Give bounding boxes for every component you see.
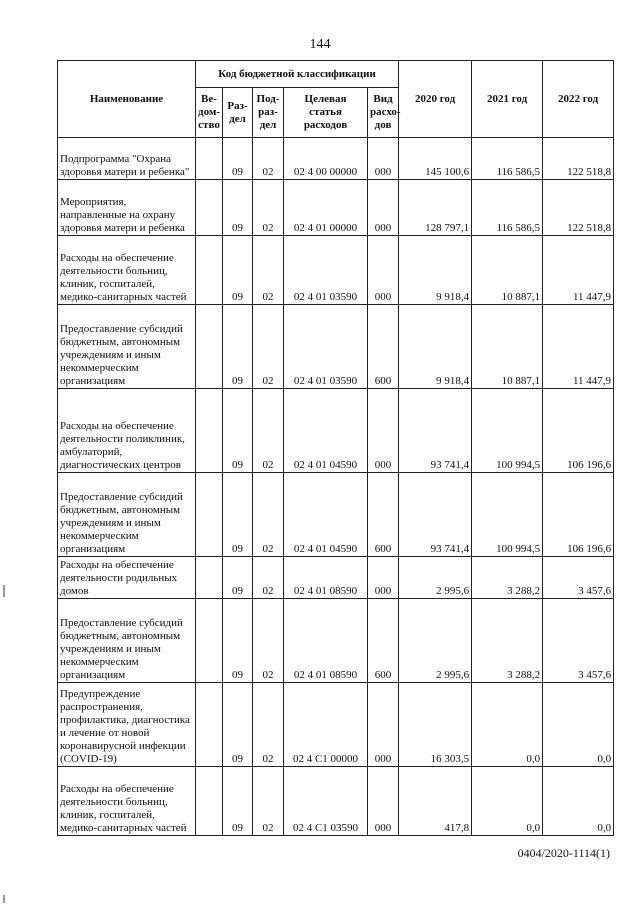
row-2020: 417,8: [399, 767, 472, 836]
row-vedomstvo: [196, 767, 223, 836]
row-2022: 11 447,9: [543, 305, 614, 389]
table-body: [58, 138, 614, 836]
row-podrazdel: 02: [253, 473, 284, 557]
table-row: [58, 599, 614, 683]
table-row: [58, 138, 614, 180]
row-expense-type: 000: [368, 389, 399, 473]
row-vedomstvo: [196, 473, 223, 557]
row-expense-type: 600: [368, 305, 399, 389]
row-target-article: 02 4 01 03590: [284, 305, 368, 389]
row-razdel: 09: [223, 599, 253, 683]
row-2021: 116 586,5: [472, 138, 543, 180]
row-vedomstvo: [196, 557, 223, 599]
row-name: Предоставление субсидий бюджетным, автономным учреждениям и иным некоммерческим организациям: [58, 473, 196, 557]
row-name: Подпрограмма "Охрана здоровья матери и ребенка": [58, 138, 196, 180]
row-razdel: 09: [223, 683, 253, 767]
header-target-article: Целевая статья расходов: [284, 88, 368, 138]
row-razdel: 09: [223, 236, 253, 305]
budget-table: [57, 60, 614, 836]
row-razdel: 09: [223, 180, 253, 236]
row-2021: 100 994,5: [472, 389, 543, 473]
row-podrazdel: 02: [253, 683, 284, 767]
row-target-article: 02 4 00 00000: [284, 138, 368, 180]
row-name: Предупреждение распространения, профилактика, диагностика и лечение от новой коронавирусной инфекции (COVID-19): [58, 683, 196, 767]
row-name: Предоставление субсидий бюджетным, автономным учреждениям и иным некоммерческим организациям: [58, 599, 196, 683]
row-expense-type: 000: [368, 236, 399, 305]
row-razdel: 09: [223, 138, 253, 180]
row-vedomstvo: [196, 683, 223, 767]
table-row: [58, 473, 614, 557]
row-target-article: 02 4 C1 00000: [284, 683, 368, 767]
row-vedomstvo: [196, 180, 223, 236]
header-2021: 2021 год: [472, 61, 543, 138]
row-2021: 3 288,2: [472, 557, 543, 599]
row-expense-type: 600: [368, 599, 399, 683]
row-razdel: 09: [223, 305, 253, 389]
row-expense-type: 000: [368, 683, 399, 767]
header-razdel: Раз- дел: [223, 88, 253, 138]
scan-edge-mark: [3, 585, 5, 597]
row-expense-type: 600: [368, 473, 399, 557]
row-2021: 3 288,2: [472, 599, 543, 683]
row-name: Расходы на обеспечение деятельности поликлиник, амбулаторий, диагностических центров: [58, 389, 196, 473]
page-number: 144: [309, 37, 331, 52]
header-budget-code: Код бюджетной классификации: [196, 61, 399, 88]
row-2022: 106 196,6: [543, 473, 614, 557]
row-podrazdel: 02: [253, 599, 284, 683]
row-2022: 0,0: [543, 767, 614, 836]
row-vedomstvo: [196, 138, 223, 180]
row-2020: 93 741,4: [399, 389, 472, 473]
row-name: Мероприятия, направленные на охрану здоровья матери и ребенка: [58, 180, 196, 236]
row-2021: 10 887,1: [472, 236, 543, 305]
table-row: [58, 180, 614, 236]
header-expense-type: Вид расхо- дов: [368, 88, 399, 138]
row-vedomstvo: [196, 305, 223, 389]
row-podrazdel: 02: [253, 236, 284, 305]
row-podrazdel: 02: [253, 767, 284, 836]
row-2021: 116 586,5: [472, 180, 543, 236]
row-name: Расходы на обеспечение деятельности больниц, клиник, госпиталей, медико-санитарных частей: [58, 767, 196, 836]
row-2020: 2 995,6: [399, 557, 472, 599]
row-podrazdel: 02: [253, 305, 284, 389]
table-row: [58, 389, 614, 473]
row-2021: 100 994,5: [472, 473, 543, 557]
header-2020: 2020 год: [399, 61, 472, 138]
table-row: [58, 236, 614, 305]
row-expense-type: 000: [368, 180, 399, 236]
row-podrazdel: 02: [253, 389, 284, 473]
row-2021: 0,0: [472, 683, 543, 767]
row-name: Предоставление субсидий бюджетным, автономным учреждениям и иным некоммерческим организациям: [58, 305, 196, 389]
header-name: Наименование: [58, 61, 196, 138]
scan-edge-mark: [3, 895, 5, 903]
row-expense-type: 000: [368, 138, 399, 180]
row-2022: 11 447,9: [543, 236, 614, 305]
row-2021: 10 887,1: [472, 305, 543, 389]
row-2022: 0,0: [543, 683, 614, 767]
row-2020: 9 918,4: [399, 236, 472, 305]
row-expense-type: 000: [368, 557, 399, 599]
row-target-article: 02 4 01 08590: [284, 557, 368, 599]
row-2022: 106 196,6: [543, 389, 614, 473]
table-row: [58, 683, 614, 767]
table-row: [58, 305, 614, 389]
row-target-article: 02 4 01 03590: [284, 236, 368, 305]
row-vedomstvo: [196, 389, 223, 473]
row-target-article: 02 4 01 04590: [284, 473, 368, 557]
budget-table-container: [57, 60, 613, 836]
table-row: [58, 767, 614, 836]
row-2020: 9 918,4: [399, 305, 472, 389]
row-2022: 3 457,6: [543, 557, 614, 599]
row-2021: 0,0: [472, 767, 543, 836]
row-razdel: 09: [223, 557, 253, 599]
row-name: Расходы на обеспечение деятельности больниц, клиник, госпиталей, медико-санитарных частей: [58, 236, 196, 305]
row-razdel: 09: [223, 767, 253, 836]
document-code: 0404/2020-1114(1): [517, 846, 610, 860]
header-podrazdel: Под- раз- дел: [253, 88, 284, 138]
row-podrazdel: 02: [253, 557, 284, 599]
row-2020: 93 741,4: [399, 473, 472, 557]
row-name: Расходы на обеспечение деятельности родильных домов: [58, 557, 196, 599]
row-2020: 2 995,6: [399, 599, 472, 683]
row-2022: 122 518,8: [543, 138, 614, 180]
row-2022: 3 457,6: [543, 599, 614, 683]
row-2020: 128 797,1: [399, 180, 472, 236]
row-target-article: 02 4 C1 03590: [284, 767, 368, 836]
row-razdel: 09: [223, 389, 253, 473]
row-razdel: 09: [223, 473, 253, 557]
row-2020: 16 303,5: [399, 683, 472, 767]
row-expense-type: 000: [368, 767, 399, 836]
row-2022: 122 518,8: [543, 180, 614, 236]
row-target-article: 02 4 01 08590: [284, 599, 368, 683]
row-2020: 145 100,6: [399, 138, 472, 180]
row-target-article: 02 4 01 00000: [284, 180, 368, 236]
row-target-article: 02 4 01 04590: [284, 389, 368, 473]
header-vedomstvo: Ве- дом- ство: [196, 88, 223, 138]
table-row: [58, 557, 614, 599]
row-podrazdel: 02: [253, 180, 284, 236]
row-vedomstvo: [196, 236, 223, 305]
row-podrazdel: 02: [253, 138, 284, 180]
row-vedomstvo: [196, 599, 223, 683]
header-2022: 2022 год: [543, 61, 614, 138]
